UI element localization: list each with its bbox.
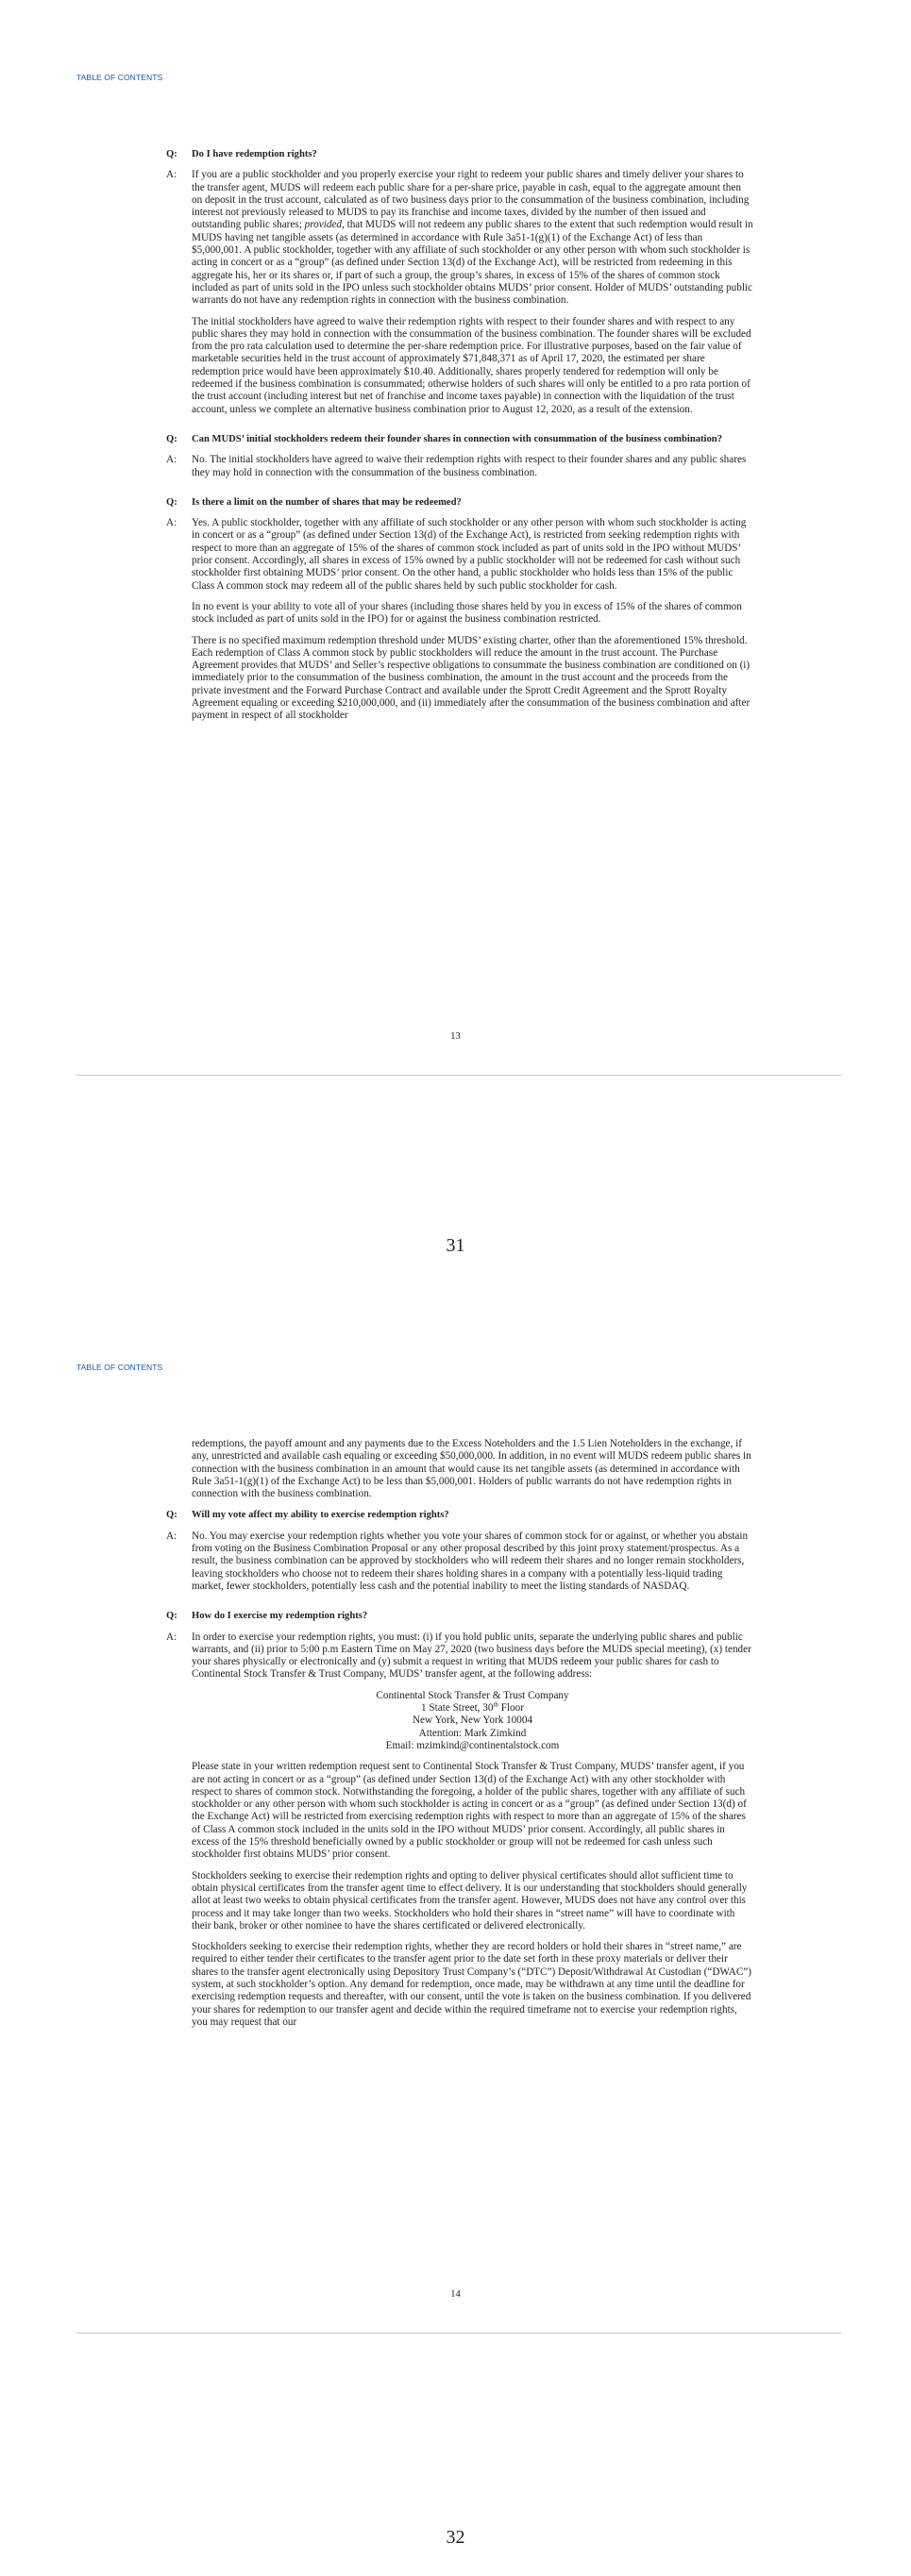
page-divider [76,1075,841,1076]
answer-paragraph: In no event is your ability to vote all of your shares (including those shares held by you in excess of 15% of the shares of common stock included as part of units sold in the IPO) for or against the business combination restricted. [192,600,742,626]
answer-paragraph: If you are a public stockholder and you properly exercise your right to redeem your public shares and timely deliver your shares to the transfer agent, MUDS will redeem each public share for a per-share price, payable in cash, equal to the aggregate amount then on deposit in the trust account, calculated as of two business days prior to the consummation of the business combination, including interest not previously released to MUDS to pay its franchise and income taxes, divided by the number of then issued and outstanding public shares; provided, that MUDS will not redeem any public shares to the extent that such redemption would result in MUDS having net tangible assets (as determined in accordance with Rule 3a51-1(g)(1) of the Exchange Act) of less than $5,000,001. A public stockholder, together with any affiliate of such stockholder or any other person with whom such stockholder is acting in concert or as a “group” (as defined under Section 13(d) of the Exchange Act), will be restricted from redeeming in this aggregate his, her or its shares or, if part of such a group, the group’s shares, in excess of 15% of the shares of common stock included as part of units sold in the IPO unless such stockholder obtains MUDS’ prior consent. Holder of MUDS’ outstanding public warrants do not have any redemption rights in connection with the business combination. [192,169,753,307]
answer-paragraph: Stockholders seeking to exercise their redemption rights, whether they are record holders or hold their shares in “street name,” are required to either tender their certificates to the transfer agent prior to the date set forth in these proxy materials or deliver their shares to the transfer agent electronically using Depository Trust Company’s (“DTC”) Deposit/Withdrawal At Custodian (“DWAC”) system, at such stockholder’s option. Any demand for redemption, once made, may be withdrawn at any time until the deadline for exercising redemption requests and thereafter, with our consent, until the vote is taken on the business combination. If you delivered your shares for redemption to our transfer agent and decide within the required timeframe not to exercise your redemption rights, you may request that our [192,1941,751,2028]
answer-paragraph: No. You may exercise your redemption rights whether you vote your shares of common stock for or against, or whether you abstain from voting on the Business Combination Proposal or any other proposal described by this joint proxy statement/prospectus. As a result, the business combination can be approved by stockholders who will redeem their shares and no longer remain stockholders, leaving stockholders who choose not to redeem their shares holding shares in a company with a potentially less-liquid trading market, fewer stockholders, potentially less cash and the potential inability to meet the listing standards of NASDAQ. [192,1530,749,1592]
answer: A: In order to exercise your redemption rights, you must: (i) if you hold public units, separate the underlying public shares and public warrants, and (ii) prior to 5:00 p.m Eastern Time on May 27, 2020 (two business days before the MUDS special meeting), (x) tender your shares physically or electronically and (y) submit a request in writing that MUDS redeem your public shares for cash to Continental Stock Transfer & Trust Company, MUDS’ transfer agent, at the following address: Continental Stock Transfer & Trust Company 1 State Street, 30th Floor New York, New York 10004 Attention: Mark Zimkind Email: mzimkind@continentalstock.com Please state in your written redemption request sent to Continental Stock Transfer & Trust Company, MUDS’ transfer agent, if you are not acting in concert or as a “group” (as defined under Section 13(d) of the Exchange Act) with any other stockholder with respect to shares of common stock. Notwithstanding the foregoing, a holder of the public shares, together with any affiliate of such stockholder or any other person with whom such stockholder is acting in concert or as a “group” (as defined under Section 13(d) of the Exchange Act) will be restricted from exercising redemption rights with respect to more than an aggregate of 15% of the shares of Class A common stock included in the units sold in the IPO without MUDS’ prior consent. Accordingly, all public shares in excess of the 15% threshold beneficially owned by a public stockholder or group will not be redeemed for cash unless such stockholder first obtains MUDS’ prior consent. Stockholders seeking to exercise their redemption rights and opting to deliver physical certificates should allot sufficient time to obtain physical certificates from the transfer agent time to effect delivery. It is our understanding that stockholders should generally allot at least two weeks to obtain physical certificates from the transfer agent. However, MUDS does not have any control over this process and it may take longer than two weeks. Stockholders who hold their shares in “street name” will have to coordinate with their bank, broker or other nominee to have the shares certificated or delivered electronically. Stockholders seeking to exercise their redemption rights, whether they are record holders or hold their shares in “street name,” are required to either tender their certificates to the transfer agent prior to the date set forth in these proxy materials or deliver their shares to the transfer agent electronically using Depository Trust Company’s (“DTC”) Deposit/Withdrawal At Custodian (“DWAC”) system, at such stockholder’s option. Any demand for redemption, once made, may be withdrawn at any time until the deadline for exercising redemption requests and thereafter, with our consent, until the vote is taken on the business combination. If you delivered your shares for redemption to our transfer agent and decide within the required timeframe not to exercise your redemption rights, you may request that our [166,1631,753,2038]
answer-paragraph: There is no specified maximum redemption threshold under MUDS’ existing charter, other than the aforementioned 15% threshold. Each redemption of Class A common stock by public stockholders will reduce the amount in the trust account. The Purchase Agreement provides that MUDS’ and Seller’s respective obligations to consummate the business combination are conditioned on (i) immediately prior to the consummation of the business combination, the amount in the trust account and the proceeds from the private investment and the Forward Purchase Contract and available under the Sprott Credit Agreement and the Sprott Royalty Agreement equaling or exceeding $210,000,000, and (ii) immediately after the consummation of the business combination and after payment in respect of all stockholder [192,634,751,722]
question: Q: Is there a limit on the number of shares that may be redeemed? [166,496,462,508]
question: Q: Can MUDS’ initial stockholders redeem their founder shares in connection with consummation of the business combination? [166,433,722,444]
question: Q: Do I have redemption rights? [166,149,317,159]
answer-paragraph: Yes. A public stockholder, together with any affiliate of such stockholder or any other person with whom such stockholder is acting in concert or as a “group” (as defined under Section 13(d) of the Exchange Act), is restricted from seeking redemption rights with respect to more than an aggregate of 15% of the shares of common stock included as part of units sold in the IPO without MUDS’ prior consent. Accordingly, all shares in excess of 15% owned by a public stockholder will not be redeemed for cash without such stockholder first obtaining MUDS’ prior consent. On the other hand, a public stockholder who holds less than 15% of the public Class A common stock may redeem all of the public shares held by such public stockholder for cash. [192,517,747,592]
page2-qa-section [166,1438,753,2046]
page-number: 13 [450,1031,461,1042]
answer-paragraph: Stockholders seeking to exercise their redemption rights and opting to deliver physical certificates should allot sufficient time to obtain physical certificates from the transfer agent time to effect delivery. It is our understanding that stockholders should generally allot at least two weeks to obtain physical certificates from the transfer agent. However, MUDS does not have any control over this process and it may take longer than two weeks. Stockholders who hold their shares in “street name” will have to coordinate with their bank, broker or other nominee to have the shares certificated or delivered electronically. [192,1869,748,1932]
page1-qa-section [166,148,753,740]
sheet-number: 31 [446,1235,465,1256]
answer-paragraph: Please state in your written redemption request sent to Continental Stock Transfer & Trust Company, MUDS’ transfer agent, if you are not acting in concert or as a “group” (as defined under Section 13(d) of the Exchange Act) with any other stockholder with respect to shares of common stock. Notwithstanding the foregoing, a holder of the public shares, together with any affiliate of such stockholder or any other person with whom such stockholder is acting in concert or as a “group” (as defined under Section 13(d) of the Exchange Act) will be restricted from exercising redemption rights with respect to more than an aggregate of 15% of the shares of Class A common stock included in the units sold in the IPO without MUDS’ prior consent. Accordingly, all public shares in excess of the 15% threshold beneficially owned by a public stockholder or group will not be redeemed for cash unless such stockholder first obtains MUDS’ prior consent. [192,1761,747,1861]
table-of-contents-link[interactable]: TABLE OF CONTENTS [76,73,163,82]
email-address: Email: mzimkind@continentalstock.com [385,1739,560,1751]
transfer-agent-address: Continental Stock Transfer & Trust Company 1 State Street, 30th Floor New York, New York 10004 Attention: Mark Zimkind Email: mzimkind@continentalstock.com [192,1690,753,1752]
question: Q: How do I exercise my redemption rights? [166,1611,368,1622]
answer-paragraph: No. The initial stockholders have agreed to waive their redemption rights with respect to their founder shares and any public shares they may hold in connection with the consummation of the business combination. [192,454,747,478]
sheet-number: 32 [446,2527,465,2548]
answer: A: Yes. A public stockholder, together with any affiliate of such stockholder or any other person with whom such stockholder is acting in concert or as a “group” (as defined under Section 13(d) of the Exchange Act), is restricted from seeking redemption rights with respect to more than an aggregate of 15% of the shares of common stock included as part of units sold in the IPO without MUDS’ prior consent. Accordingly, all shares in excess of 15% owned by a public stockholder will not be redeemed for cash without such stockholder first obtaining MUDS’ prior consent. On the other hand, a public stockholder who holds less than 15% of the public Class A common stock may redeem all of the public shares held by such public stockholder for cash. In no event is your ability to vote all of your shares (including those shares held by you in excess of 15% of the shares of common stock included as part of units sold in the IPO) for or against the business combination restricted. There is no specified maximum redemption threshold under MUDS’ existing charter, other than the aforementioned 15% threshold. Each redemption of Class A common stock by public stockholders will reduce the amount in the trust account. The Purchase Agreement provides that MUDS’ and Seller’s respective obligations to consummate the business combination are conditioned on (i) immediately prior to the consummation of the business combination, the amount in the trust account and the proceeds from the private investment and the Forward Purchase Contract and available under the Sprott Credit Agreement and the Sprott Royalty Agreement equaling or exceeding $210,000,000, and (ii) immediately after the consummation of the business combination and after payment in respect of all stockholder [166,517,753,730]
page-number: 14 [450,2289,461,2300]
table-of-contents-link[interactable]: TABLE OF CONTENTS [76,1363,163,1372]
answer: A: No. You may exercise your redemption rights whether you vote your shares of common stock for or against, or whether you abstain from voting on the Business Combination Proposal or any other proposal described by this joint proxy statement/prospectus. As a result, the business combination can be approved by stockholders who will redeem their shares and no longer remain stockholders, leaving stockholders who choose not to redeem their shares holding shares in a company with a potentially less-liquid trading market, fewer stockholders, potentially less cash and the potential inability to meet the listing standards of NASDAQ. [166,1531,753,1601]
answer-paragraph: The initial stockholders have agreed to waive their redemption rights with respect to their founder shares and with respect to any public shares they may hold in connection with the consummation of the business combination. The founder shares will be excluded from the pro rata calculation used to determine the per-share redemption price. For illustrative purposes, based on the fair value of marketable securities held in the trust account of approximately $71,848,371 as of April 17, 2020, the estimated per share redemption price would have been approximately $10.40. Additionally, shares properly tendered for redemption will only be redeemed if the business combination is consummated; otherwise holders of such shares will only be entitled to a pro rata portion of the trust account (including interest but net of franchise and income taxes payable) in connection with the liquidation of the trust account, unless we complete an alternative business combination prior to August 12, 2020, as a result of the extension. [192,315,751,415]
answer: A: No. The initial stockholders have agreed to waive their redemption rights with respect to their founder shares and any public shares they may hold in connection with the consummation of the business combination. [166,454,753,488]
continuation-paragraph: redemptions, the payoff amount and any payments due to the Excess Noteholders and the 1.5 Lien Noteholders in the exchange, if any, unrestricted and available cash equaling or exceeding $50,000,000. In addition, in no event will MUDS redeem public shares in connection with the business combination in an amount that would cause its net tangible assets (as determined in accordance with Rule 3a51-1(g)(1) of the Exchange Act) to be less than $5,000,001. Holders of public warrants do not have redemption rights in connection with the business combination. [192,1438,751,1500]
answer-paragraph: In order to exercise your redemption rights, you must: (i) if you hold public units, separate the underlying public shares and public warrants, and (ii) prior to 5:00 p.m Eastern Time on May 27, 2020 (two business days before the MUDS special meeting), (x) tender your shares physically or electronically and (y) submit a request in writing that MUDS redeem your public shares for cash to Continental Stock Transfer & Trust Company, MUDS’ transfer agent, at the following address: [192,1631,751,1681]
answer: A: If you are a public stockholder and you properly exercise your right to redeem your public shares and timely deliver your shares to the transfer agent, MUDS will redeem each public share for a per-share price, payable in cash, equal to the aggregate amount then on deposit in the trust account, calculated as of two business days prior to the consummation of the business combination, including interest not previously released to MUDS to pay its franchise and income taxes, divided by the number of then issued and outstanding public shares; provided, that MUDS will not redeem any public shares to the extent that such redemption would result in MUDS having net tangible assets (as determined in accordance with Rule 3a51-1(g)(1) of the Exchange Act) of less than $5,000,001. A public stockholder, together with any affiliate of such stockholder or any other person with whom such stockholder is acting in concert or as a “group” (as defined under Section 13(d) of the Exchange Act), will be restricted from redeeming in this aggregate his, her or its shares or, if part of such a group, the group’s shares, in excess of 15% of the shares of common stock included as part of units sold in the IPO unless such stockholder obtains MUDS’ prior consent. Holder of MUDS’ outstanding public warrants do not have any redemption rights in connection with the business combination. The initial stockholders have agreed to waive their redemption rights with respect to their founder shares and with respect to any public shares they may hold in connection with the consummation of the business combination. The founder shares will be excluded from the pro rata calculation used to determine the per-share redemption price. For illustrative purposes, based on the fair value of marketable securities held in the trust account of approximately $71,848,371 as of April 17, 2020, the estimated per share redemption price would have been approximately $10.40. Additionally, shares properly tendered for redemption will only be redeemed if the business combination is consummated; otherwise holders of such shares will only be entitled to a pro rata portion of the trust account (including interest but net of franchise and income taxes payable) in connection with the liquidation of the trust account, unless we complete an alternative business combination prior to August 12, 2020, as a result of the extension. [166,169,753,415]
question: Q: Will my vote affect my ability to exercise redemption rights? [166,1510,449,1521]
